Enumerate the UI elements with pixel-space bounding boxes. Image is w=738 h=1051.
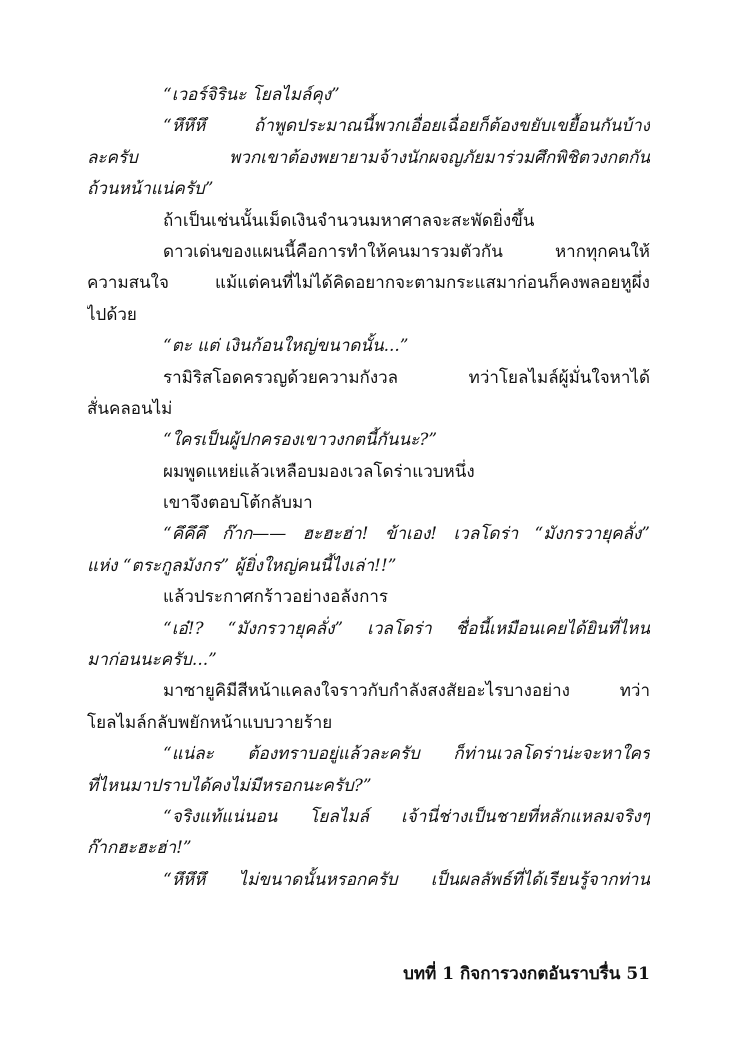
word: “คึคึคึ	[163, 524, 206, 545]
word: “มังกรวายุคลั่ง”	[534, 524, 650, 545]
word: ทว่าโยลไมล์ผู้มั่นใจหาได้	[468, 367, 650, 388]
text-line	[87, 111, 650, 142]
word: ฮะฮะฮ่า!	[302, 524, 369, 545]
word: “มังกรวายุคลั่ง”	[227, 618, 344, 639]
word: “เอ๋!?	[163, 618, 204, 639]
word: ไม่ขนาดนั้นหรอกครับ	[238, 869, 398, 890]
word: โยลไมล์	[309, 806, 369, 827]
page-footer: บทที่ 1 กิจการวงกตอันราบรื่น 51	[403, 964, 650, 984]
text-line	[87, 519, 650, 550]
text-line: ผมพูดแหย่แล้วเหลือบมองเวลโดร่าแวบหนึ่ง	[163, 461, 475, 482]
text-line	[87, 865, 650, 896]
text-line	[87, 676, 650, 707]
text-line: ก๊ากฮะฮะฮ่า!”	[87, 838, 192, 859]
text-line: “เวอร์จิรินะ โยลไมล์คุง”	[163, 85, 340, 105]
word: หากทุกคนให้	[554, 241, 650, 262]
text-line	[87, 802, 650, 833]
text-line: “ตะ แต่ เงินก้อนใหญ่ขนาดนั้น...”	[163, 336, 409, 357]
word: ความสนใจ	[87, 273, 169, 294]
text-line	[87, 143, 650, 174]
word: เวลโดร่า	[367, 618, 432, 639]
text-line: โยลไมล์กลับพยักหน้าแบบวายร้าย	[87, 712, 333, 733]
word: พวกเขาต้องพยายามจ้างนักผจญภัยมาร่วมศึกพิชิตวงกตกัน	[229, 147, 650, 168]
word: ข้าเอง!	[384, 524, 438, 545]
text-line: มาก่อนนะครับ...”	[87, 650, 217, 671]
word: ทว่า	[619, 681, 650, 702]
text-line: ถ้าเป็นเช่นนั้นเม็ดเงินจำนวนมหาศาลจะสะพัดยิ่งขึ้น	[163, 210, 535, 231]
text-line: “ใครเป็นผู้ปกครองเขาวงกตนี้กันนะ?”	[163, 430, 438, 451]
text-line	[87, 237, 650, 268]
text-line	[87, 739, 650, 770]
body-text	[87, 80, 650, 896]
text-line: ถ้วนหน้าแน่ครับ”	[87, 179, 214, 200]
word: ละครับ	[87, 147, 138, 168]
word: ถ้าพูดประมาณนี้พวกเอื่อยเฉื่อยก็ต้องขยับเขยื้อนกันบ้าง	[253, 116, 650, 137]
word: มาซายูคิมีสีหน้าแคลงใจราวกับกำลังสงสัยอะไรบางอย่าง	[163, 681, 570, 702]
text-line: สั่นคลอนไม่	[87, 398, 173, 419]
word: เวลโดร่า	[453, 524, 519, 545]
word: “จริงแท้แน่นอน	[163, 806, 278, 827]
word: ก็ท่านเวลโดร่าน่ะจะหาใคร	[453, 744, 650, 765]
word: เป็นผลลัพธ์ที่ได้เรียนรู้จากท่าน	[430, 869, 650, 890]
word: ชื่อนี้เหมือนเคยได้ยินที่ไหน	[455, 618, 650, 639]
word: “แน่ละ	[163, 744, 214, 765]
text-line	[87, 363, 650, 394]
text-line	[87, 268, 650, 299]
word: แม้แต่คนที่ไม่ได้คิดอยากจะตามกระแสมาก่อนก็คงพลอยหูผึ่ง	[214, 273, 650, 294]
text-line: ที่ไหนมาปราบได้คงไม่มีหรอกนะครับ?”	[87, 775, 372, 796]
word: รามิริสโอดครวญด้วยความกังวล	[163, 367, 399, 388]
word: เจ้านี่ช่างเป็นชายที่หลักแหลมจริงๆ	[400, 806, 650, 827]
word: ดาวเด่นของแผนนี้คือการทำให้คนมารวมตัวกัน	[163, 241, 503, 262]
word: ต้องทราบอยู่แล้วละครับ	[247, 744, 420, 765]
text-line	[87, 614, 650, 645]
text-line: แห่ง “ตระกูลมังกร” ผู้ยิ่งใหญ่คนนี้ไงเล่า!!”	[87, 555, 397, 576]
word: ก๊าก——	[222, 524, 287, 545]
text-line: แล้วประกาศกร้าวอย่างอลังการ	[163, 587, 389, 608]
word: “หึหึหึ	[163, 116, 206, 137]
text-line: เขาจึงตอบโต้กลับมา	[163, 493, 313, 514]
text-line: ไปด้วย	[87, 304, 137, 325]
word: “หึหึหึ	[163, 869, 206, 890]
